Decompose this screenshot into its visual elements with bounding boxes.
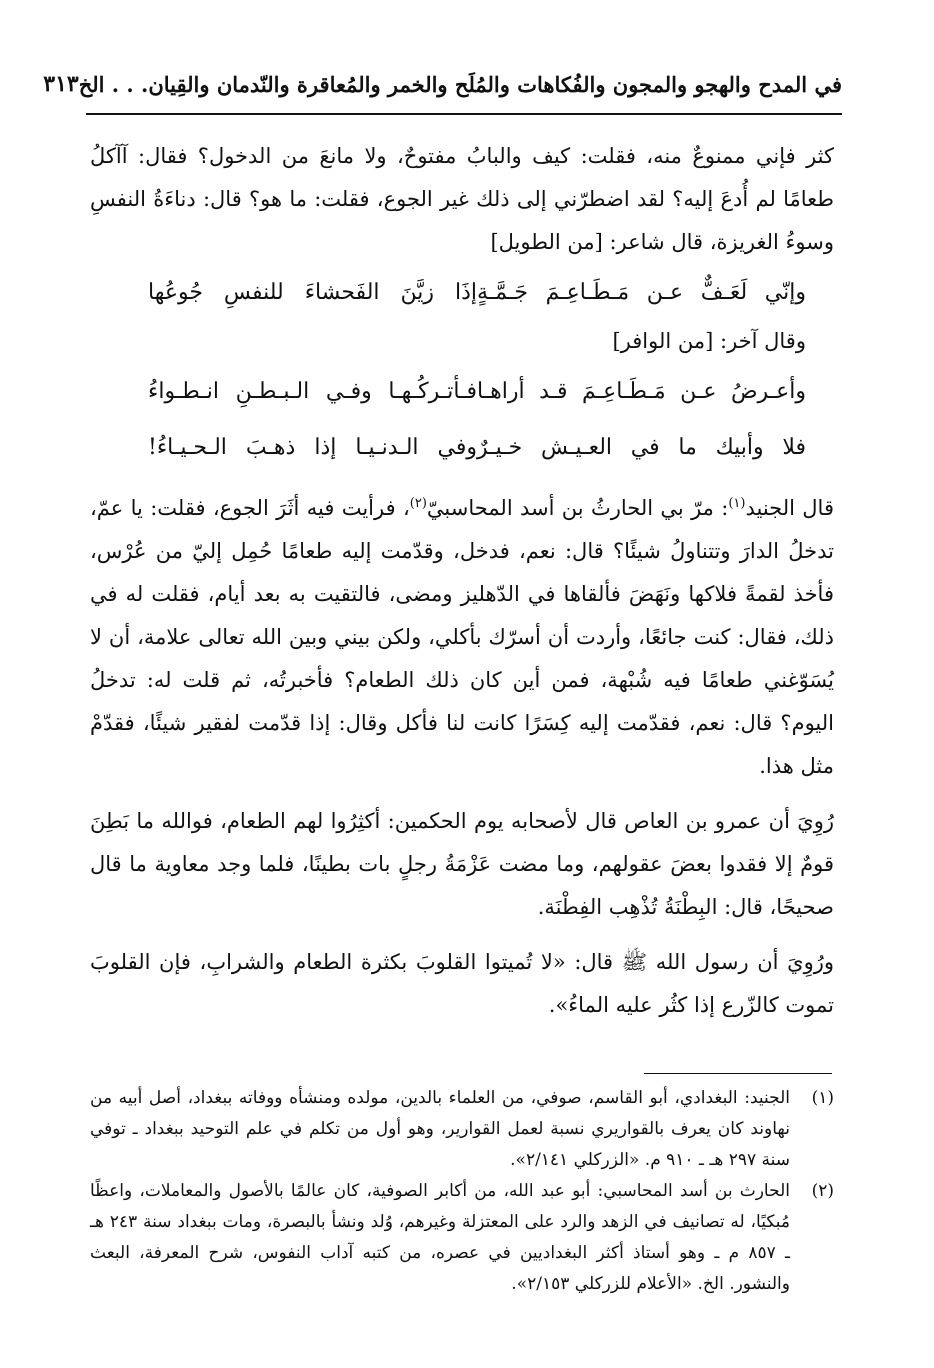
paragraph-4: ورُوِيَ أن رسول الله ﷺ قال: «لا تُميتوا القلوبَ بكثرة الطعام والشرابِ، فإن القلوبَ تموت كالزّرع إذا كثُر عليه الماءُ». — [90, 950, 834, 1017]
footnote-ref-1[interactable]: (١) — [728, 496, 746, 511]
main-text — [90, 135, 834, 1027]
page-number: ٣١٣ — [43, 71, 79, 97]
footnotes — [90, 1083, 834, 1300]
page-header — [43, 62, 842, 106]
footnote-2 — [90, 1176, 834, 1300]
paragraph-2 — [90, 487, 834, 788]
verse-1-second-hemistich: إذَا زيَّنَ الفَحشاءَ للنفسِ جُوعُها — [148, 279, 477, 305]
verse-2-second-hemistich: فـأتـركُـهـا وفـي الـبـطـنِ انـطـواءُ — [148, 378, 477, 404]
verse-3-first-hemistich: فلا وأبيك ما في العـيـش خـيـرٌ — [477, 434, 806, 460]
verse-1-first-hemistich: وإنّي لَعَـفٌّ عـن مَـطَـاعِـمَ جَـمَّـةٍ — [477, 279, 806, 305]
paragraph-2-mid: : مرّ بي الحارثُ بن أسد المحاسبيّ — [426, 496, 729, 520]
verse-intro-2: وقال آخر: [من الوافر] — [612, 329, 806, 353]
footnote-ref-2[interactable]: (٢) — [409, 496, 427, 511]
footnote-1-marker: (١) — [811, 1088, 834, 1108]
paragraph-2-rest: ، فرأيت فيه أثَرَ الجوع، فقلت: يا عمّ، تدخلُ الدارَ وتتناولُ شيئًا؟ قال: نعم، فدخل، وقدّمت إليه طعامًا حُمِل إليّ من عُرْس، فأخذ لقمةً فلاكها ونَهَضَ فألقاها في الدّهليز ومضى، فالتقيت به بعد أيام، فقلت له في ذلك، فقال: كنت جائعًا، وأردت أن أسرّك بأكلي، ولكن بيني وبين الله تعالى علامة، أن لا يُسَوّغني طعامًا فيه شُبْهة، فمن أين كان ذلك الطعام؟ فأخبرتُه، ثم قلت له: تدخلُ اليوم؟ قال: نعم، فقدّمت إليه كِسَرًا كانت لنا فأكل وقال: إذا قدّمت لفقير شيئًا، فقدّمْ مثل هذا. — [90, 496, 834, 778]
running-title: في المدح والهجو والمجون والفُكاهات والمُلَح والخمر والمُعاقرة والنّدمان والقِيان. . . الخ — [78, 71, 842, 97]
paragraph-3: رُوِيَ أن عمرو بن العاص قال لأصحابه يوم الحكمين: أكثِرُوا لهم الطعام، فوالله ما بَطِنَ قومٌ إلا فقدوا بعضَ عقولهم، وما مضت عَزْمَةُ رجلٍ بات بطينًا، فلما وجد معاوية ما قال صحيحًا، قال: البِطْنَةُ تُذْهِب الفِطْنَة. — [90, 809, 834, 919]
paragraph-1: كثر فإني ممنوعٌ منه، فقلت: كيف والبابُ مفتوحٌ، ولا مانعَ من الدخول؟ فقال: آآكلُ طعامًا لم أُدعَ إليه؟ لقد اضطرّني إلى ذلك غير الجوع، فقلت: ما هو؟ قال: دناءَةُ النفسِ وسوءُ الغريزة، قال شاعر: [من الطويل] — [90, 144, 834, 254]
verse-line-3 — [90, 419, 834, 475]
verse-2-first-hemistich: وأعـرضُ عـن مَـطَـاعِـمَ قـد أراهـا — [477, 378, 806, 404]
verse-3-second-hemistich: وفي الـدنـيـا إذا ذهـبَ الـحـيـاءُ! — [148, 434, 477, 460]
verse-line-2 — [90, 363, 834, 419]
footnote-2-text: الحارث بن أسد المحاسبي: أبو عبد الله، من أكابر الصوفية، كان عالمًا بالأصول والمعاملات، واعظًا مُبكيًا، له تصانيف في الزهد والرد على المعتزلة وغيرهم، وُلد ونشأ بالبصرة، ومات ببغداد سنة ٢٤٣ هـ ـ ٨٥٧ م ـ وهو أستاذ أكثر البغداديين في عصره، من كتبه آداب النفوس، شرح المعرفة، البعث والنشور. الخ. «الأعلام للزركلي ٢/١٥٣». — [90, 1181, 790, 1294]
footnote-1 — [90, 1083, 834, 1176]
paragraph-2-lead: قال الجنيد — [745, 496, 834, 520]
footnote-1-text: الجنيد: البغدادي، أبو القاسم، صوفي، من العلماء بالدين، مولده ومنشأه ووفاته ببغداد، أصل أبيه من نهاوند كان يعرف بالقواريري نسبة لعمل القوارير، وهو أول من تكلم في علم التوحيد ببغداد ـ توفي سنة ٢٩٧ هـ ـ ٩١٠ م. «الزركلي ٢/١٤١». — [90, 1088, 790, 1170]
footnote-separator — [644, 1073, 832, 1074]
footnote-2-marker: (٢) — [811, 1181, 834, 1201]
verse-line-1 — [90, 264, 834, 320]
header-rule — [86, 113, 842, 115]
